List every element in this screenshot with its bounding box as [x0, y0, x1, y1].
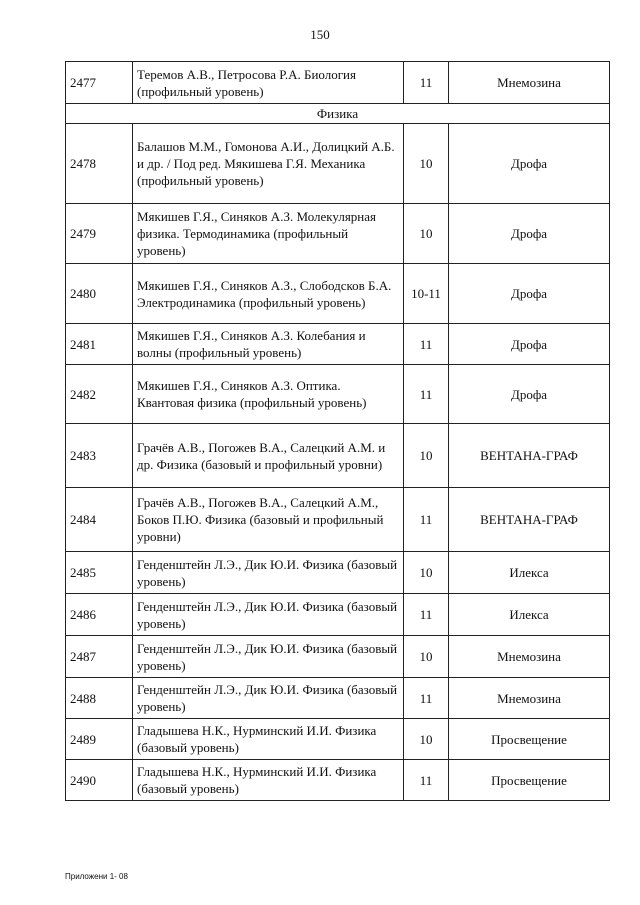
- row-grade: 10: [404, 552, 449, 594]
- row-publisher: Мнемозина: [449, 636, 610, 678]
- row-publisher: Илекса: [449, 552, 610, 594]
- row-title: Мякишев Г.Я., Синяков А.З. Оптика. Квантовая физика (профильный уровень): [133, 365, 404, 424]
- table-row: [66, 760, 610, 801]
- row-title: Грачёв А.В., Погожев В.А., Салецкий А.М., Боков П.Ю. Физика (базовый и профильный уровни): [133, 488, 404, 552]
- row-publisher: Просвещение: [449, 760, 610, 801]
- table-row: [66, 552, 610, 594]
- row-title: Гладышева Н.К., Нурминский И.И. Физика (базовый уровень): [133, 719, 404, 760]
- row-publisher: ВЕНТАНА-ГРАФ: [449, 488, 610, 552]
- row-grade: 11: [404, 488, 449, 552]
- row-title: Мякишев Г.Я., Синяков А.З. Молекулярная физика. Термодинамика (профильный уровень): [133, 204, 404, 264]
- table-row: [66, 594, 610, 636]
- table-row: [66, 204, 610, 264]
- row-grade: 11: [404, 365, 449, 424]
- row-title: Генденштейн Л.Э., Дик Ю.И. Физика (базовый уровень): [133, 636, 404, 678]
- row-grade: 11: [404, 678, 449, 719]
- row-title: Балашов М.М., Гомонова А.И., Долицкий А.Б. и др. / Под ред. Мякишева Г.Я. Механика (профильный уровень): [133, 124, 404, 204]
- page-number: 150: [310, 27, 330, 42]
- row-publisher: Дрофа: [449, 324, 610, 365]
- row-grade: 10: [404, 636, 449, 678]
- row-number: 2479: [66, 204, 133, 264]
- row-grade: 10: [404, 124, 449, 204]
- row-title: Генденштейн Л.Э., Дик Ю.И. Физика (базовый уровень): [133, 552, 404, 594]
- row-title: Грачёв А.В., Погожев В.А., Салецкий А.М. и др. Физика (базовый и профильный уровни): [133, 424, 404, 488]
- table-row: [66, 719, 610, 760]
- table-row: [66, 124, 610, 204]
- row-number: 2488: [66, 678, 133, 719]
- row-grade: 10: [404, 204, 449, 264]
- row-publisher: Мнемозина: [449, 678, 610, 719]
- footer-note: Приложени 1- 08: [65, 872, 128, 881]
- table-row: [66, 678, 610, 719]
- row-grade: 11: [404, 594, 449, 636]
- row-grade: 11: [404, 324, 449, 365]
- row-number: 2482: [66, 365, 133, 424]
- row-publisher: Илекса: [449, 594, 610, 636]
- row-number: 2483: [66, 424, 133, 488]
- row-number: 2489: [66, 719, 133, 760]
- row-number: 2480: [66, 264, 133, 324]
- table-row: [66, 424, 610, 488]
- row-title: Теремов А.В., Петросова Р.А. Биология (профильный уровень): [133, 62, 404, 104]
- row-number: 2487: [66, 636, 133, 678]
- textbook-table: [65, 61, 610, 801]
- row-number: 2484: [66, 488, 133, 552]
- row-title: Генденштейн Л.Э., Дик Ю.И. Физика (базовый уровень): [133, 594, 404, 636]
- row-title: Мякишев Г.Я., Синяков А.З., Слободсков Б.А. Электродинамика (профильный уровень): [133, 264, 404, 324]
- row-publisher: Дрофа: [449, 264, 610, 324]
- row-title: Мякишев Г.Я., Синяков А.З. Колебания и волны (профильный уровень): [133, 324, 404, 365]
- table-row: [66, 488, 610, 552]
- row-publisher: Дрофа: [449, 204, 610, 264]
- row-grade: 10-11: [404, 264, 449, 324]
- row-publisher: ВЕНТАНА-ГРАФ: [449, 424, 610, 488]
- row-number: 2490: [66, 760, 133, 801]
- row-grade: 10: [404, 719, 449, 760]
- section-header-row: [66, 104, 610, 124]
- row-number: 2486: [66, 594, 133, 636]
- row-publisher: Дрофа: [449, 365, 610, 424]
- textbook-table-body: [66, 62, 610, 801]
- row-grade: 10: [404, 424, 449, 488]
- row-grade: 11: [404, 760, 449, 801]
- table-row: [66, 636, 610, 678]
- table-row: [66, 264, 610, 324]
- row-number: 2478: [66, 124, 133, 204]
- table-row: [66, 365, 610, 424]
- row-number: 2485: [66, 552, 133, 594]
- table-row: [66, 324, 610, 365]
- row-publisher: Просвещение: [449, 719, 610, 760]
- row-number: 2481: [66, 324, 133, 365]
- row-publisher: Мнемозина: [449, 62, 610, 104]
- table-row: [66, 62, 610, 104]
- row-title: Гладышева Н.К., Нурминский И.И. Физика (базовый уровень): [133, 760, 404, 801]
- section-title: Физика: [66, 104, 610, 124]
- row-publisher: Дрофа: [449, 124, 610, 204]
- row-title: Генденштейн Л.Э., Дик Ю.И. Физика (базовый уровень): [133, 678, 404, 719]
- row-grade: 11: [404, 62, 449, 104]
- row-number: 2477: [66, 62, 133, 104]
